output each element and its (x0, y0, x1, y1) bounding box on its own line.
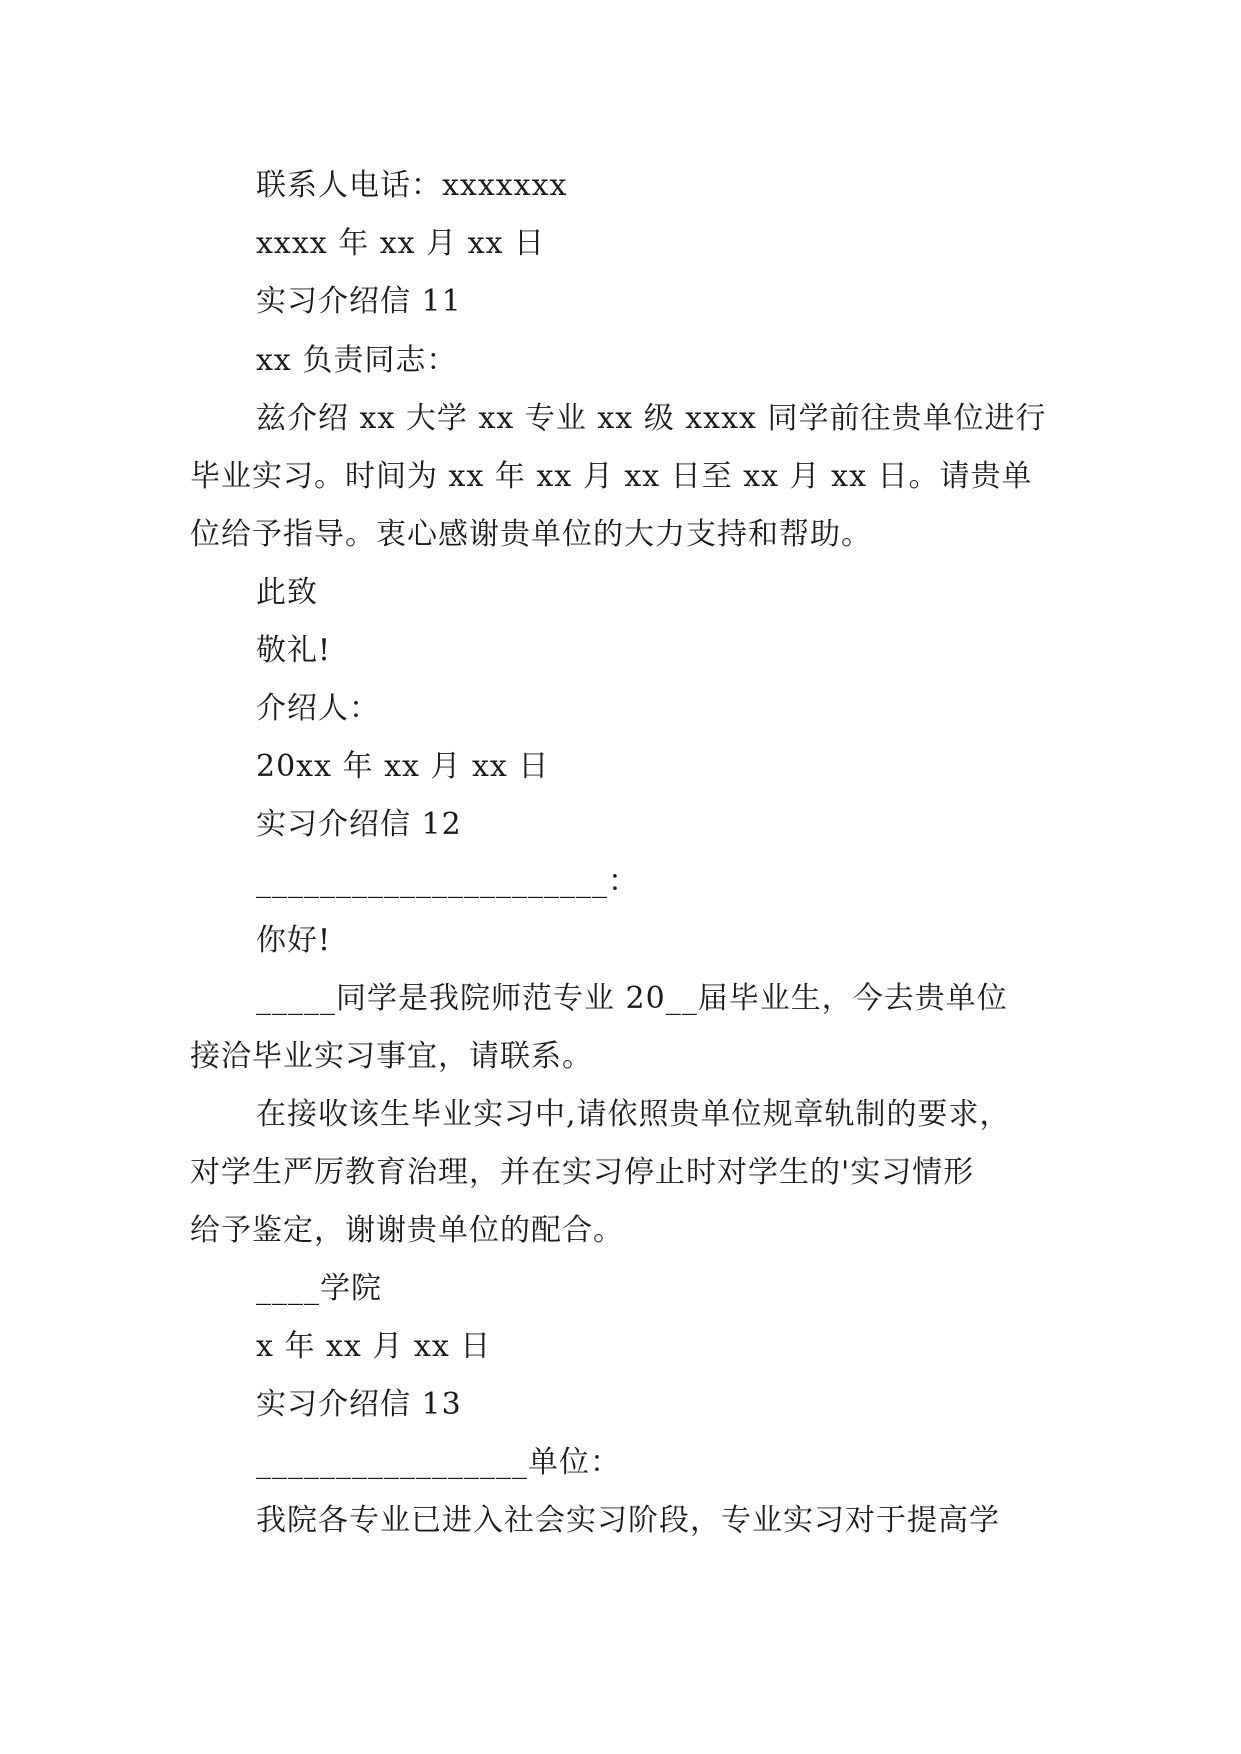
body-paragraph-line: 兹介绍 xx 大学 xx 专业 xx 级 xxxx 同学前往贵单位进行 (256, 401, 1047, 436)
date-line: 20xx 年 xx 月 xx 日 (256, 749, 550, 784)
college-signature-line: ____学院 (256, 1271, 382, 1306)
contact-phone-line: 联系人电话：xxxxxxx (256, 168, 568, 203)
body-paragraph-line: 我院各专业已进入社会实习阶段，专业实习对于提高学 (256, 1503, 1000, 1538)
greeting-line: 你好! (256, 923, 332, 958)
letter-heading-11: 实习介绍信 11 (256, 284, 462, 319)
letter-heading-13: 实习介绍信 13 (256, 1387, 462, 1422)
salutation-line: xx 负责同志： (256, 343, 458, 378)
closing-line: 敬礼! (256, 633, 332, 668)
letter-heading-12: 实习介绍信 12 (256, 807, 462, 842)
body-paragraph-line: 毕业实习。时间为 xx 年 xx 月 xx 日至 xx 月 xx 日。请贵单 (190, 459, 1033, 494)
recipient-unit-line: _________________单位： (256, 1445, 621, 1480)
recipient-blank-line: ______________________： (256, 864, 639, 899)
date-line: x 年 xx 月 xx 日 (256, 1329, 492, 1364)
body-paragraph-line: 接洽毕业实习事宜，请联系。 (190, 1039, 593, 1074)
body-paragraph-line: _____同学是我院师范专业 20__届毕业生，今去贵单位 (256, 981, 1008, 1016)
introducer-line: 介绍人： (256, 691, 380, 726)
date-line: xxxx 年 xx 月 xx 日 (256, 226, 546, 261)
body-paragraph-line: 位给予指导。衷心感谢贵单位的大力支持和帮助。 (190, 517, 872, 552)
closing-line: 此致 (256, 575, 318, 610)
body-paragraph-line: 对学生严厉教育治理，并在实习停止时对学生的'实习情形 (190, 1155, 975, 1190)
body-paragraph-line: 在接收该生毕业实习中,请依照贵单位规章轨制的要求， (256, 1097, 1011, 1132)
body-paragraph-line: 给予鉴定，谢谢贵单位的配合。 (190, 1213, 624, 1248)
